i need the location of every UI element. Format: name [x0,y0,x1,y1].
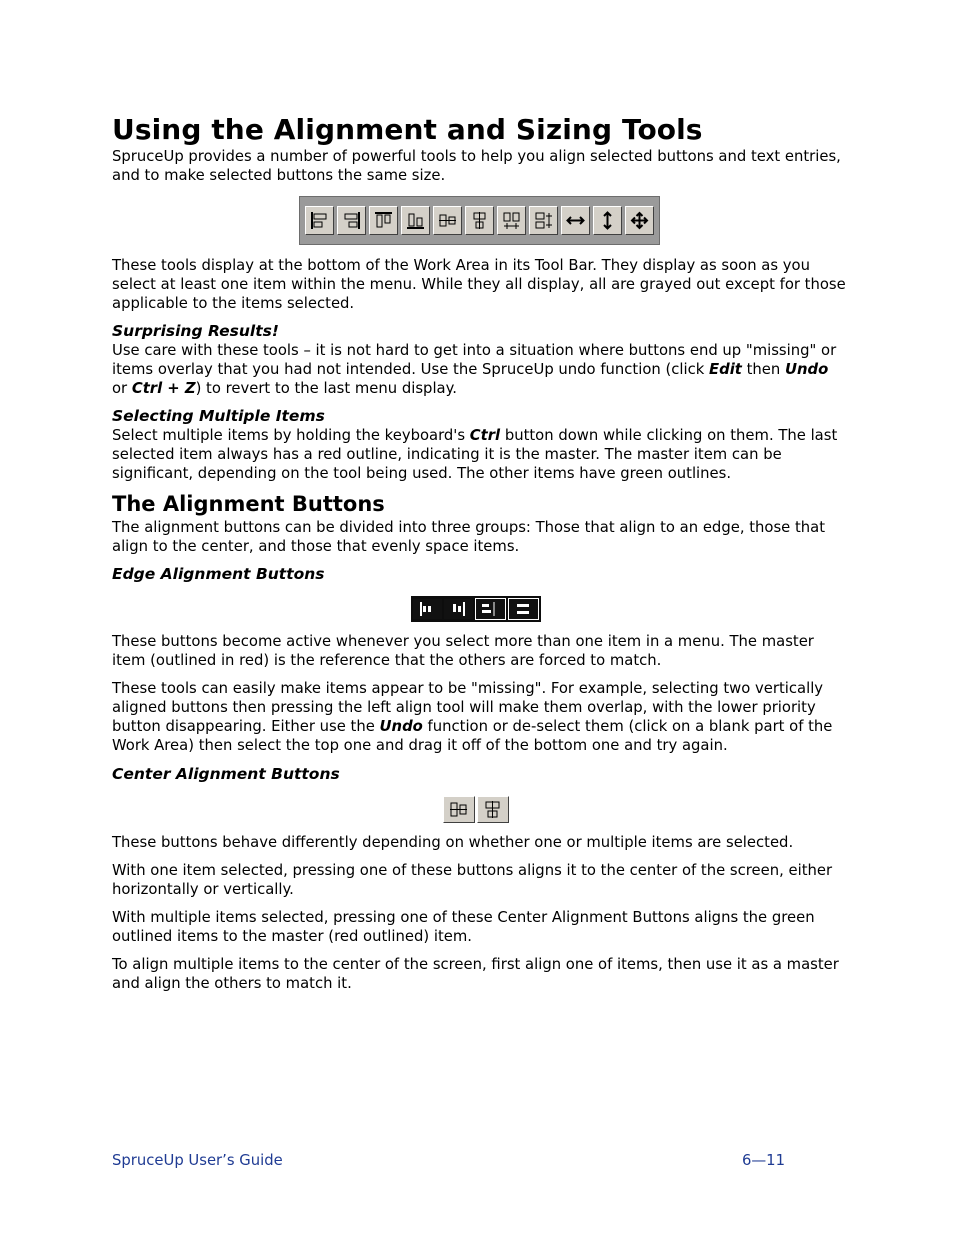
align-right-icon [337,206,366,235]
edge-buttons [411,596,541,622]
align-bottom-icon [401,206,430,235]
align-bottom-icon [508,598,539,620]
undo-term: Undo [784,361,829,378]
same-height-icon [593,206,622,235]
center-horizontal-icon [443,796,475,823]
alignment-toolbar [299,196,660,245]
center-paragraph-2: With one item selected, pressing one of these buttons aligns it to the center of the screen, either horizontally or vertically. [112,862,833,898]
ctrl-term: Ctrl [469,427,501,444]
footer-page-number: 6—11 [741,1152,785,1169]
same-width-icon [561,206,590,235]
align-top-icon [369,206,398,235]
same-size-icon [625,206,654,235]
space-vertical-icon [529,206,558,235]
align-right-icon [444,599,473,619]
edge-paragraph-1: These buttons become active whenever you select more than one item in a menu. The master item (outlined in red) is the reference that the others are forced to match. [112,633,814,669]
align-left-icon [305,206,334,235]
center-buttons-image [104,796,847,823]
center-alignment-heading: Center Alignment Buttons [112,765,340,783]
alignment-buttons-paragraph: The alignment buttons can be divided into three groups: Those that align to an edge, those that align to the center, and those that evenly space items. [112,519,826,555]
center-paragraph-3: With multiple items selected, pressing one of these Center Alignment Buttons aligns the green outlined items to the master (red outlined) item. [112,909,815,945]
surprising-results-heading: Surprising Results! [112,322,279,340]
align-top-icon [475,598,506,620]
intro-paragraph: SpruceUp provides a number of powerful tools to help you align selected buttons and text entries, and to make selected buttons the same size. [112,148,841,184]
footer-guide-title: SpruceUp User’s Guide [112,1152,283,1169]
center-buttons [443,796,509,823]
center-vertical-icon [477,796,509,823]
space-horizontal-icon [497,206,526,235]
alignment-buttons-heading: The Alignment Buttons [112,492,385,516]
page-content [112,113,847,993]
edit-term: Edit [709,361,742,378]
center-paragraph-1: These buttons behave differently depending on whether one or multiple items are selected. [112,834,794,851]
align-left-icon [413,599,442,619]
center-horizontal-icon [433,206,462,235]
edge-buttons-image [104,596,847,622]
ctrl-z-term: Ctrl + Z [131,380,196,397]
page-title: Using the Alignment and Sizing Tools [112,113,703,146]
center-vertical-icon [465,206,494,235]
edge-alignment-heading: Edge Alignment Buttons [112,565,325,583]
toolbar-image [112,196,847,245]
surprising-results-paragraph: Use care with these tools – it is not hard to get into a situation where buttons end up "missing" or items overlay that you had not intended. Use the SpruceUp undo function (click Edit then Undo or Ctrl + Z) to revert to the last menu display. [112,342,837,397]
center-paragraph-4: To align multiple items to the center of the screen, first align one of items, then use it as a master and align the others to match it. [112,956,839,992]
undo-term: Undo [379,718,423,735]
selecting-multiple-heading: Selecting Multiple Items [112,407,325,425]
toolbar-description: These tools display at the bottom of the Work Area in its Tool Bar. They display as soon as you select at least one item within the menu. While they all display, all are grayed out except for those applicable to the items selected. [112,257,846,312]
page-footer [112,1152,785,1169]
selecting-multiple-paragraph: Select multiple items by holding the keyboard's Ctrl button down while clicking on them. The last selected item always has a red outline, indicating it is the master. The master item can be significant, depending on the tool being used. The other items have green outlines. [112,427,838,482]
edge-paragraph-2: These tools can easily make items appear to be "missing". For example, selecting two vertically aligned buttons then pressing the left align tool will make them overlap, with the lower priority button disappearing. Either use the Undo function or de-select them (click on a blank part of the Work Area) then select the top one and drag it off of the bottom one and try again. [112,680,833,754]
